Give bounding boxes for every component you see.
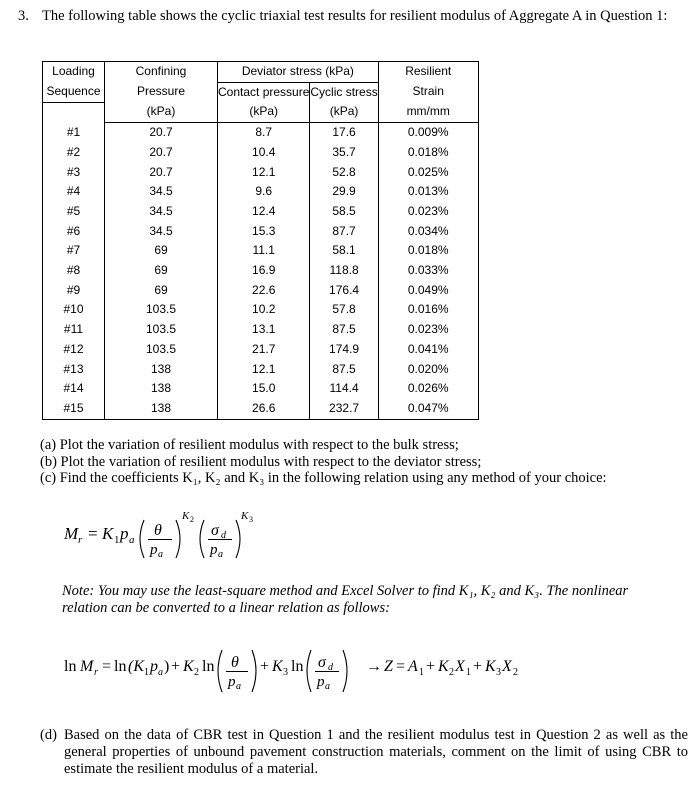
cell-contact-pressure: 11.1 [218, 241, 310, 261]
eq2-ln-2: ln [114, 658, 127, 675]
eq2-ln-1: ln [64, 658, 77, 675]
eq2-ln-4: ln [291, 658, 304, 675]
part-d-text: Based on the data of CBR test in Question 1 and the resilient modulus test in Question 2 as well as the general properties of unbound pavement construction materials, comment on the limit of using CBR to estimate the resilient modulus of a material. [64, 727, 688, 777]
header-resilient: Resilient [378, 62, 478, 83]
part-b: (b) Plot the variation of resilient modulus with respect to the deviator stress; [40, 453, 482, 470]
cell-confining-pressure: 20.7 [105, 143, 218, 163]
eq2-sigma-sub: d [328, 662, 333, 673]
cell-resilient-strain: 0.018% [378, 241, 478, 261]
cell-loading-sequence: #4 [43, 182, 105, 202]
cell-loading-sequence: #9 [43, 281, 105, 301]
eq2-paren-2-left [307, 650, 311, 692]
cell-loading-sequence: #8 [43, 261, 105, 281]
cell-confining-pressure: 138 [105, 399, 218, 419]
header-loading: Loading [43, 62, 105, 83]
eq1-p: p [120, 524, 129, 543]
cell-cyclic-stress: 176.4 [310, 281, 378, 301]
cell-cyclic-stress: 58.5 [310, 202, 378, 222]
eq2-plus-2: + [260, 658, 270, 675]
eq1-mr: M [64, 524, 79, 543]
header-empty [43, 102, 105, 122]
part-c: (c) Find the coefficients K₁, K₂ and K₃ in the following relation using any method of your choice: [40, 470, 607, 486]
eq1-exp-k3: K [241, 510, 249, 522]
eq2-equals-2: = [396, 658, 406, 675]
eq2-k2b: K [438, 658, 449, 675]
cell-loading-sequence: #13 [43, 360, 105, 380]
cell-confining-pressure: 69 [105, 261, 218, 281]
cell-cyclic-stress: 57.8 [310, 300, 378, 320]
cell-confining-pressure: 34.5 [105, 222, 218, 242]
cell-cyclic-stress: 87.5 [310, 320, 378, 340]
eq2-mr: M [80, 658, 94, 675]
header-cyclic: Cyclic stress [310, 82, 378, 102]
eq2-x2-sub: 2 [513, 667, 518, 678]
cell-contact-pressure: 16.9 [218, 261, 310, 281]
cell-confining-pressure: 20.7 [105, 163, 218, 183]
eq2-k3-sub: 3 [283, 667, 288, 678]
eq1-paren-1-left [140, 520, 144, 558]
cell-contact-pressure: 15.0 [218, 379, 310, 399]
header-contact: Contact pressure [218, 82, 310, 102]
cell-cyclic-stress: 87.7 [310, 222, 378, 242]
eq2-ln-3: ln [202, 658, 215, 675]
cell-cyclic-stress: 118.8 [310, 261, 378, 281]
question-intro: The following table shows the cyclic triaxial test results for resilient modulus of Aggregate A in Question 1: [42, 8, 668, 24]
eq2-k3b-sub: 3 [496, 667, 501, 678]
table-row [43, 222, 479, 242]
eq2-pa-1: p [228, 674, 236, 690]
cell-resilient-strain: 0.025% [378, 163, 478, 183]
eq2-sigma: σ [318, 654, 326, 671]
cell-resilient-strain: 0.026% [378, 379, 478, 399]
cell-cyclic-stress: 29.9 [310, 182, 378, 202]
cell-resilient-strain: 0.049% [378, 281, 478, 301]
cell-resilient-strain: 0.034% [378, 222, 478, 242]
eq2-paren-1-left [218, 650, 222, 692]
cell-contact-pressure: 8.7 [218, 123, 310, 143]
header-deviator-group: Deviator stress (kPa) [218, 62, 379, 83]
eq1-paren-2-left [200, 520, 204, 558]
table-row [43, 360, 479, 380]
eq2-equals: = [102, 658, 112, 675]
eq2-x2: X [502, 658, 512, 675]
header-sequence: Sequence [43, 82, 105, 102]
eq2-arrow: → [366, 658, 382, 675]
eq1-theta: θ [154, 522, 162, 539]
cell-loading-sequence: #15 [43, 399, 105, 419]
eq2-k2b-sub: 2 [449, 667, 454, 678]
cell-loading-sequence: #10 [43, 300, 105, 320]
cell-confining-pressure: 34.5 [105, 202, 218, 222]
eq2-inner-p: p [150, 658, 158, 675]
eq2-mr-sub: r [94, 667, 98, 678]
table-row [43, 241, 479, 261]
eq2-close-paren: ) [164, 658, 170, 675]
eq2-k2-sub: 2 [194, 667, 199, 678]
cell-loading-sequence: #5 [43, 202, 105, 222]
cell-confining-pressure: 103.5 [105, 300, 218, 320]
header-strain-unit: mm/mm [378, 102, 478, 122]
table-row [43, 182, 479, 202]
eq1-mr-sub: r [78, 534, 83, 546]
linearized-equation [62, 640, 542, 696]
cell-cyclic-stress: 35.7 [310, 143, 378, 163]
eq2-x1-sub: 1 [466, 667, 471, 678]
cell-confining-pressure: 69 [105, 241, 218, 261]
cell-resilient-strain: 0.047% [378, 399, 478, 419]
cell-resilient-strain: 0.013% [378, 182, 478, 202]
header-strain: Strain [378, 82, 478, 102]
table-row [43, 261, 479, 281]
table-row [43, 281, 479, 301]
table-header [43, 62, 479, 123]
part-d-label: (d) [40, 727, 57, 743]
cell-resilient-strain: 0.018% [378, 143, 478, 163]
cell-loading-sequence: #7 [43, 241, 105, 261]
table-row [43, 123, 479, 143]
eq2-inner-k1-sub: 1 [144, 667, 149, 678]
cell-resilient-strain: 0.009% [378, 123, 478, 143]
cell-loading-sequence: #6 [43, 222, 105, 242]
eq2-k3b: K [485, 658, 496, 675]
note-text: Note: You may use the least-square method and Excel Solver to find K₁, K₂ and K₃. The nonlinear relation can be converted to a linear relation as follows: [62, 583, 629, 616]
cell-resilient-strain: 0.016% [378, 300, 478, 320]
cell-contact-pressure: 9.6 [218, 182, 310, 202]
table-row [43, 143, 479, 163]
eq2-pa-2: p [317, 674, 325, 690]
cell-confining-pressure: 103.5 [105, 320, 218, 340]
cell-loading-sequence: #12 [43, 340, 105, 360]
eq1-p-sub: a [129, 534, 135, 546]
cell-cyclic-stress: 52.8 [310, 163, 378, 183]
eq2-k2: K [183, 658, 194, 675]
resilient-modulus-equation [62, 508, 282, 564]
eq2-z: Z [384, 658, 393, 675]
table-body [43, 123, 479, 420]
cell-cyclic-stress: 17.6 [310, 123, 378, 143]
cell-resilient-strain: 0.041% [378, 340, 478, 360]
cell-contact-pressure: 13.1 [218, 320, 310, 340]
table-row [43, 163, 479, 183]
cell-contact-pressure: 12.4 [218, 202, 310, 222]
cell-contact-pressure: 10.2 [218, 300, 310, 320]
cell-loading-sequence: #1 [43, 123, 105, 143]
eq2-plus-4: + [473, 658, 483, 675]
eq1-paren-1-right [176, 520, 180, 558]
eq2-a1: A [408, 658, 418, 675]
eq1-k1-sub: 1 [114, 534, 120, 546]
cell-loading-sequence: #3 [43, 163, 105, 183]
eq1-k1: K [102, 524, 114, 543]
cell-confining-pressure: 138 [105, 379, 218, 399]
header-pressure: Pressure [105, 82, 218, 102]
cell-cyclic-stress: 232.7 [310, 399, 378, 419]
cell-contact-pressure: 10.4 [218, 143, 310, 163]
cell-loading-sequence: #11 [43, 320, 105, 340]
eq2-inner-k1: (K [128, 658, 144, 675]
eq1-equals: = [88, 524, 98, 543]
table-row [43, 300, 479, 320]
question-parts-abc [40, 437, 607, 487]
eq1-pa-2-sub: a [218, 549, 223, 560]
cell-contact-pressure: 21.7 [218, 340, 310, 360]
eq2-theta: θ [231, 654, 239, 671]
eq2-paren-1-right [252, 650, 256, 692]
cell-cyclic-stress: 174.9 [310, 340, 378, 360]
cell-contact-pressure: 22.6 [218, 281, 310, 301]
resilient-modulus-table [42, 61, 479, 420]
eq1-pa-2: p [210, 542, 218, 558]
table-row [43, 202, 479, 222]
header-cyclic-unit: (kPa) [310, 102, 378, 122]
eq2-plus-1: + [171, 658, 181, 675]
eq2-k3: K [272, 658, 283, 675]
eq2-plus-3: + [426, 658, 436, 675]
cell-contact-pressure: 26.6 [218, 399, 310, 419]
cell-confining-pressure: 103.5 [105, 340, 218, 360]
eq1-sigma-sub: d [221, 530, 226, 541]
cell-resilient-strain: 0.023% [378, 320, 478, 340]
cell-loading-sequence: #2 [43, 143, 105, 163]
header-confining-unit: (kPa) [105, 102, 218, 122]
eq1-pa-1: p [150, 542, 158, 558]
cell-resilient-strain: 0.033% [378, 261, 478, 281]
cell-cyclic-stress: 114.4 [310, 379, 378, 399]
table-row [43, 320, 479, 340]
eq1-exp-k2-sub: 2 [190, 515, 194, 524]
eq2-paren-2-right [343, 650, 347, 692]
eq2-x1: X [455, 658, 465, 675]
cell-cyclic-stress: 58.1 [310, 241, 378, 261]
header-confining: Confining [105, 62, 218, 83]
table-row [43, 379, 479, 399]
cell-confining-pressure: 138 [105, 360, 218, 380]
cell-confining-pressure: 34.5 [105, 182, 218, 202]
table-row [43, 340, 479, 360]
eq2-inner-p-sub: a [158, 667, 163, 678]
cell-cyclic-stress: 87.5 [310, 360, 378, 380]
eq1-paren-2-right [236, 520, 240, 558]
cell-contact-pressure: 15.3 [218, 222, 310, 242]
cell-contact-pressure: 12.1 [218, 163, 310, 183]
cell-confining-pressure: 69 [105, 281, 218, 301]
cell-resilient-strain: 0.020% [378, 360, 478, 380]
eq2-pa-2-sub: a [325, 681, 330, 692]
cell-contact-pressure: 12.1 [218, 360, 310, 380]
cell-confining-pressure: 20.7 [105, 123, 218, 143]
eq1-sigma: σ [211, 522, 219, 539]
eq2-pa-1-sub: a [236, 681, 241, 692]
eq1-exp-k2: K [182, 510, 190, 522]
cell-resilient-strain: 0.023% [378, 202, 478, 222]
table-row [43, 399, 479, 419]
question-number: 3. [18, 8, 29, 24]
part-a: (a) Plot the variation of resilient modulus with respect to the bulk stress; [40, 437, 459, 453]
header-contact-unit: (kPa) [218, 102, 310, 122]
eq2-a1-sub: 1 [419, 667, 424, 678]
eq1-pa-1-sub: a [158, 549, 163, 560]
cell-loading-sequence: #14 [43, 379, 105, 399]
eq1-exp-k3-sub: 3 [249, 515, 253, 524]
